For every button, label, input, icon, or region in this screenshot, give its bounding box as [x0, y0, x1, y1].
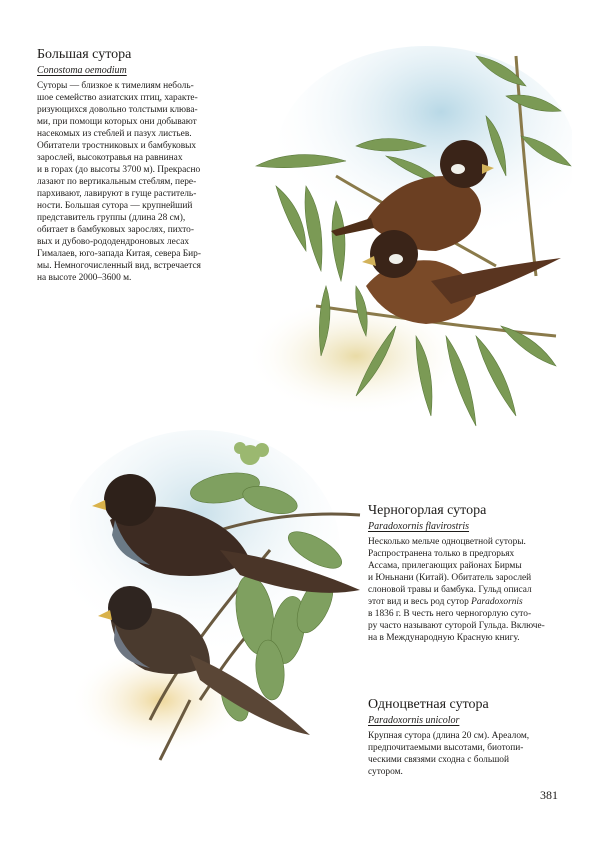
body-line: и Юньнани (Китай). Обитатель зарослей	[368, 573, 532, 583]
body-line: пархивают, лавируют в гуще раститель-	[37, 189, 197, 199]
body-line: ризующихся довольно толстыми клюва-	[37, 105, 198, 115]
body-line: зарослей, высокотравья на равнинах	[37, 153, 183, 163]
great-parrotbill-plate	[236, 36, 572, 456]
body-text: этот вид и весь род сутор	[368, 597, 472, 607]
body-line: Ассама, прилегающих районах Бирмы	[368, 561, 522, 571]
body-line: ческими связями сходна с большой	[368, 755, 510, 765]
body-line: Гималаев, юго-запада Китая, севера Бир-	[37, 249, 201, 259]
section-body	[37, 80, 212, 284]
latin-name: Paradoxornis unicolor	[368, 715, 460, 726]
body-line: мы. Немногочисленный вид, встречается	[37, 261, 201, 271]
section-title: Одноцветная сутора	[368, 697, 489, 712]
body-line: Распространена только в предгорьях	[368, 549, 515, 559]
latin-name: Conostoma oemodium	[37, 65, 127, 76]
section-body	[368, 730, 563, 778]
section-great-parrotbill	[37, 46, 212, 284]
section-title: Черногорлая сутора	[368, 503, 487, 518]
body-line: ности. Большая сутора — крупнейший	[37, 201, 193, 211]
body-line: лазают по вертикальным стеблям, пере-	[37, 177, 197, 187]
body-line: сутором.	[368, 767, 403, 777]
body-line: шое семейство азиатских птиц, характе-	[37, 93, 198, 103]
body-line: Суторы — близкое к тимелиям неболь-	[37, 81, 194, 91]
section-body	[368, 536, 563, 644]
illustration-black-throated-parrotbill	[70, 400, 370, 780]
body-line: представитель группы (длина 28 см),	[37, 213, 186, 223]
body-line: вых и дубово-рододендроновых лесах	[37, 237, 190, 247]
parrotbill-plate	[70, 400, 370, 780]
body-line: на в Международную Красную книгу.	[368, 633, 520, 643]
illustration-great-parrotbill	[236, 36, 572, 456]
body-line	[368, 596, 563, 608]
genus-name: Paradoxornis	[471, 597, 523, 607]
section-plain-parrotbill	[368, 696, 563, 778]
body-line: предпочитаемыми высотами, биотопи-	[368, 743, 524, 753]
body-line: и в горах (до высоты 3700 м). Прекрасно	[37, 165, 201, 175]
section-title: Большая сутора	[37, 47, 132, 62]
page-number: 381	[540, 788, 558, 802]
body-line: обитает в бамбуковых зарослях, пихто-	[37, 225, 194, 235]
body-line: Крупная сутора (длина 20 см). Ареалом,	[368, 731, 530, 741]
body-line: на высоте 2000–3600 м.	[37, 273, 132, 283]
body-line: слоновой травы и бамбука. Гульд описал	[368, 585, 532, 595]
body-line: Несколько мельче одноцветной суторы.	[368, 537, 526, 547]
section-black-throated-parrotbill	[368, 502, 563, 644]
body-line: Обитатели тростниковых и бамбуковых	[37, 141, 197, 151]
body-line: насекомых из стеблей и пазух листьев.	[37, 129, 192, 139]
body-line: ми, при помощи которых они добывают	[37, 117, 197, 127]
body-line: ру часто называют суторой Гульда. Включе-	[368, 621, 545, 631]
body-line: в 1836 г. В честь него черногорлую суто-	[368, 609, 532, 619]
latin-name: Paradoxornis flavirostris	[368, 521, 470, 532]
